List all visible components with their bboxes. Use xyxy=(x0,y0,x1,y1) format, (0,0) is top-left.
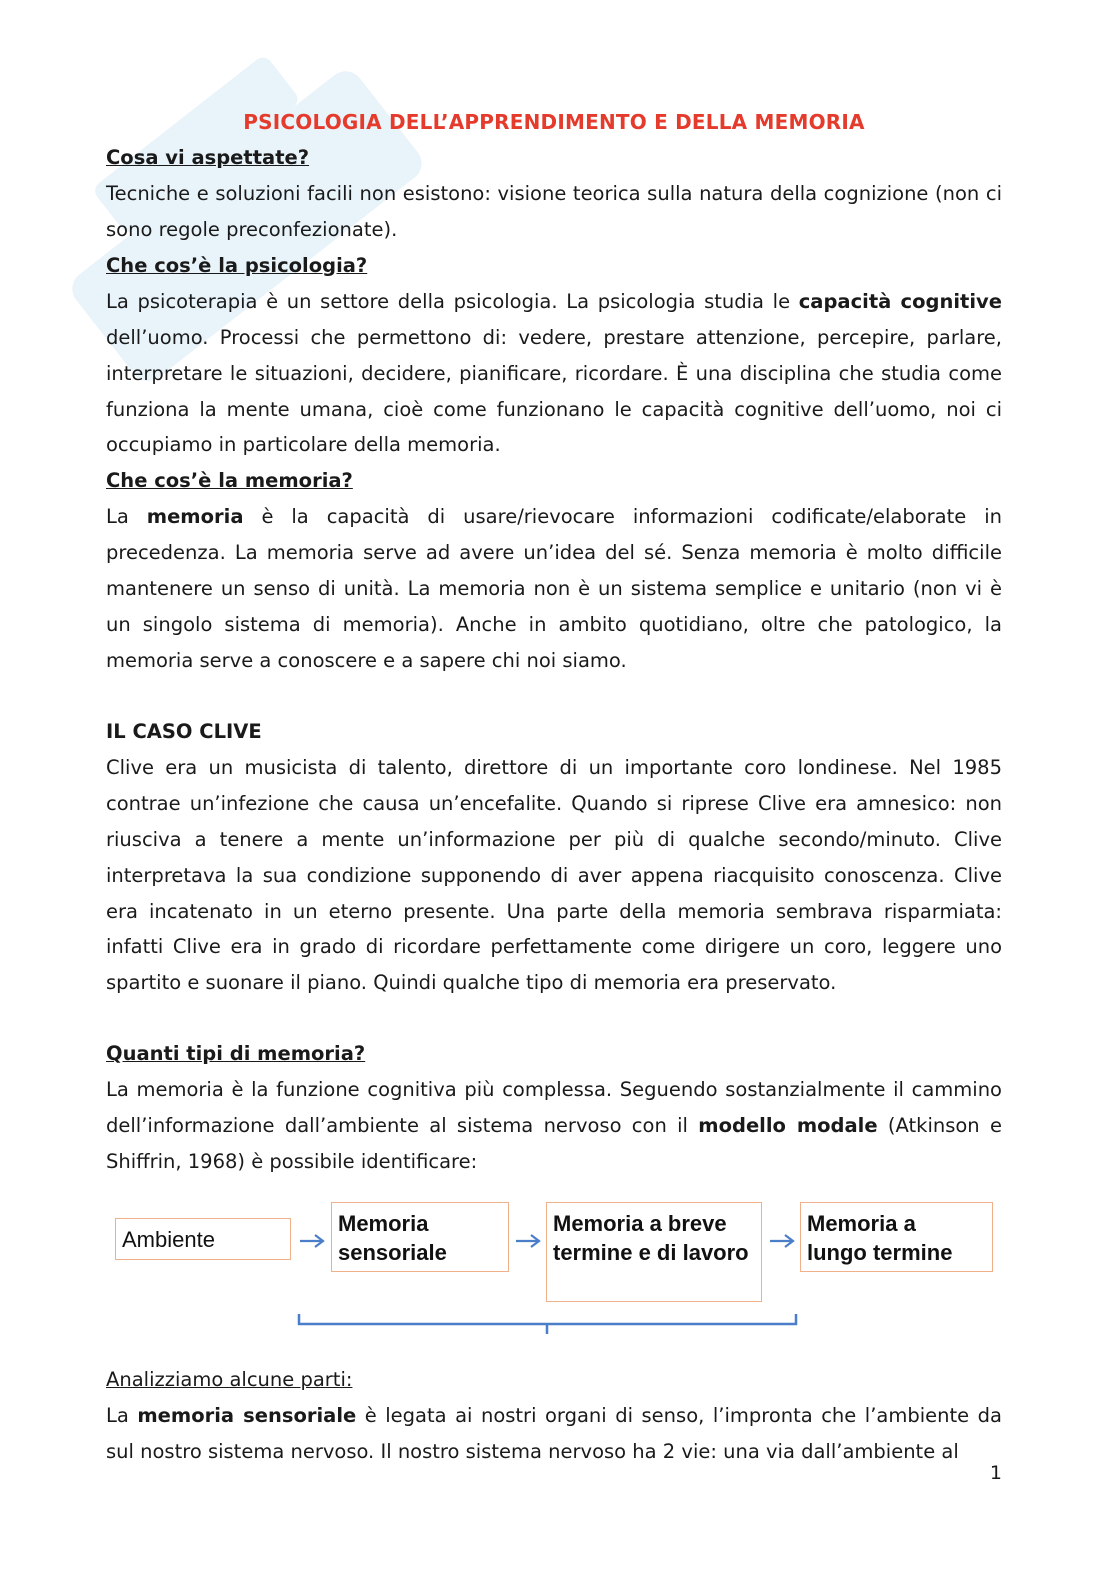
bold-term: modello modale xyxy=(698,1114,878,1138)
paragraph-clive: Clive era un musicista di talento, direttore di un importante coro londinese. Nel 1985 contrae un’infezione che causa un’encefalite. Quando si riprese Clive era amnesico: non riusciva a tenere a mente un’informazione per più di qualche secondo/minuto. Clive interpretava la sua condizione supponendo di aver appena riacquisito conoscenza. Clive era incatenato in un eterno presente. Una parte della memoria sembrava risparmiata: infatti Clive era in grado di ricordare perfettamente come dirigere un coro, leggere uno spartito e suonare il piano. Quindi qualche tipo di memoria era preservato. xyxy=(106,755,1002,995)
bold-term: memoria xyxy=(146,505,244,529)
paragraph-memory: La memoria è la capacità di usare/rievocare informazioni codificate/elaborate in precedenza. La memoria serve ad avere un’idea del sé. Senza memoria è molto difficile mantenere un senso di unità. La memoria non è un sistema semplice e unitario (non vi è un singolo sistema di memoria). Anche in ambito quotidiano, oltre che patologico, la memoria serve a conoscere e a sapere chi noi siamo. xyxy=(106,505,1002,672)
bold-term: capacità cognitive xyxy=(798,289,1002,313)
diagram-box-short-term: Memoria a breve termine e di lavoro xyxy=(546,1202,762,1302)
diagram-box-environment: Ambiente xyxy=(115,1218,291,1260)
paragraph-analysis: La memoria sensoriale è legata ai nostri organi di senso, l’impronta che l’ambiente da sul nostro sistema nervoso. Il nostro sistema nervoso ha 2 vie: una via dall’ambiente al xyxy=(106,1403,1002,1463)
page-title: PSICOLOGIA DELL’APPRENDIMENTO E DELLA MEMORIA xyxy=(243,110,865,134)
arrow-right-icon xyxy=(768,1233,798,1249)
heading-clive: IL CASO CLIVE xyxy=(106,719,262,743)
heading-types: Quanti tipi di memoria? xyxy=(106,1042,366,1066)
heading-memory: Che cos’è la memoria? xyxy=(106,469,353,493)
page-number: 1 xyxy=(989,1462,1002,1484)
diagram-box-sensory: Memoria sensoriale xyxy=(331,1202,509,1272)
heading-psychology: Che cos’è la psicologia? xyxy=(106,253,368,277)
arrow-right-icon xyxy=(298,1233,328,1249)
grouping-bracket xyxy=(296,1312,800,1336)
arrow-right-icon xyxy=(514,1233,544,1249)
document-page xyxy=(106,104,1002,1470)
heading-analysis: Analizziamo alcune parti: xyxy=(106,1367,353,1391)
paragraph-psychology: La psicoterapia è un settore della psicologia. La psicologia studia le capacità cognitive dell’uomo. Processi che permettono di: vedere, prestare attenzione, percepire, parlare, interpretare le situazioni, decidere, pianificare, ricordare. È una disciplina che studia come funziona la mente umana, cioè come funzionano le capacità cognitive dell’uomo, noi ci occupiamo in particolare della memoria. xyxy=(106,289,1002,457)
modal-model-diagram xyxy=(106,1200,1002,1350)
heading-expect: Cosa vi aspettate? xyxy=(106,146,310,169)
diagram-box-long-term: Memoria a lungo termine xyxy=(800,1202,993,1272)
bold-term: memoria sensoriale xyxy=(137,1403,357,1427)
paragraph-types: La memoria è la funzione cognitiva più complessa. Seguendo sostanzialmente il cammino dell’informazione dall’ambiente al sistema nervoso con il modello modale (Atkinson e Shiffrin, 1968) è possibile identificare: xyxy=(106,1078,1002,1174)
paragraph-expect: Tecniche e soluzioni facili non esistono: visione teorica sulla natura della cognizione (non ci sono regole preconfezionate). xyxy=(106,182,1002,241)
